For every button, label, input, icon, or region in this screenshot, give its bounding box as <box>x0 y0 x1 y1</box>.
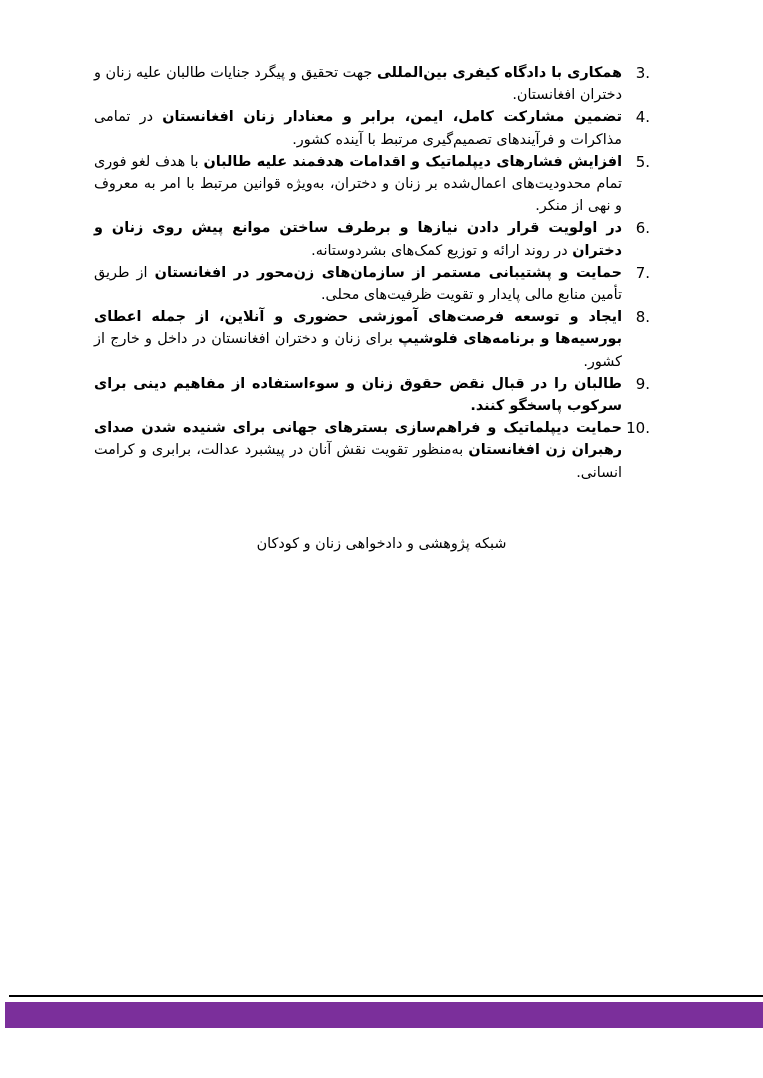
item-number: 6. <box>635 219 650 238</box>
item-heading: طالبان را در قبال نقض حقوق زنان و سوءاستفاده از مفاهیم دینی برای سرکوب پاسخگو کنند. <box>94 375 622 415</box>
item-heading: حمایت و پشتیبانی مستمر از سازمان‌های زن‌محور در افغانستان <box>154 264 623 281</box>
list-item <box>94 262 650 306</box>
item-text: در تمامی مذاکرات و فرآیندهای تصمیم‌گیری مرتبط با آینده کشور. <box>94 109 622 148</box>
footer-divider <box>9 995 763 997</box>
item-heading: تضمین مشارکت کامل، ایمن، برابر و معنادار زنان افغانستان <box>162 109 622 126</box>
item-number: 9. <box>635 374 650 393</box>
item-number: 10. <box>626 419 650 438</box>
list-item <box>94 151 650 218</box>
item-number: 3. <box>635 64 650 82</box>
item-text: با هدف لغو فوری تمام محدودیت‌های اعمال‌شده بر زنان و دختران، به‌ویژه قوانین مرتبط با امر به معروف و نهی از منکر. <box>94 153 622 215</box>
item-text: از طریق تأمین منابع مالی پایدار و تقویت ظرفیت‌های محلی. <box>94 264 622 304</box>
list-item <box>94 217 650 261</box>
item-number: 5. <box>635 152 650 171</box>
list-item <box>94 62 650 106</box>
item-text: جهت تحقیق و پیگرد جنایات طالبان علیه زنان و دختران افغانستان. <box>94 65 622 104</box>
item-heading: ایجاد و توسعه فرصت‌های آموزشی حضوری و آنلاین، از جمله اعطای بورسیه‌ها و برنامه‌های فلوشیپ <box>94 309 622 348</box>
item-heading: همکاری با دادگاه کیفری بین‌المللی <box>376 65 622 81</box>
item-text: برای زنان و دختران افغانستان در داخل و خارج از کشور. <box>94 331 622 370</box>
list-item <box>94 417 650 484</box>
item-heading: حمایت دیپلماتیک و فراهم‌سازی بسترهای جهانی برای شنیده شدن صدای رهبران زن افغانستان <box>94 420 622 459</box>
item-number: 4. <box>635 108 650 127</box>
footer-accent-band <box>5 1002 763 1028</box>
item-number: 8. <box>635 308 650 327</box>
list-item <box>94 373 650 417</box>
item-heading: افزایش فشارهای دیپلماتیک و اقدامات هدفمند علیه طالبان <box>203 153 622 170</box>
item-number: 7. <box>635 263 650 282</box>
organization-name: شبکه پژوهشی و دادخواهی زنان و کودکان <box>256 536 507 552</box>
recommendations-list <box>94 62 650 484</box>
list-item <box>94 106 650 150</box>
item-heading: در اولویت قرار دادن نیازها و برطرف ساختن موانع پیش روی زنان و دختران <box>94 220 622 259</box>
item-text: در روند ارائه و توزیع کمک‌های بشردوستانه. <box>311 242 573 259</box>
item-text: به‌منظور تقویت نقش آنان در پیشبرد عدالت، برابری و کرامت انسانی. <box>94 442 622 481</box>
list-item <box>94 306 650 373</box>
